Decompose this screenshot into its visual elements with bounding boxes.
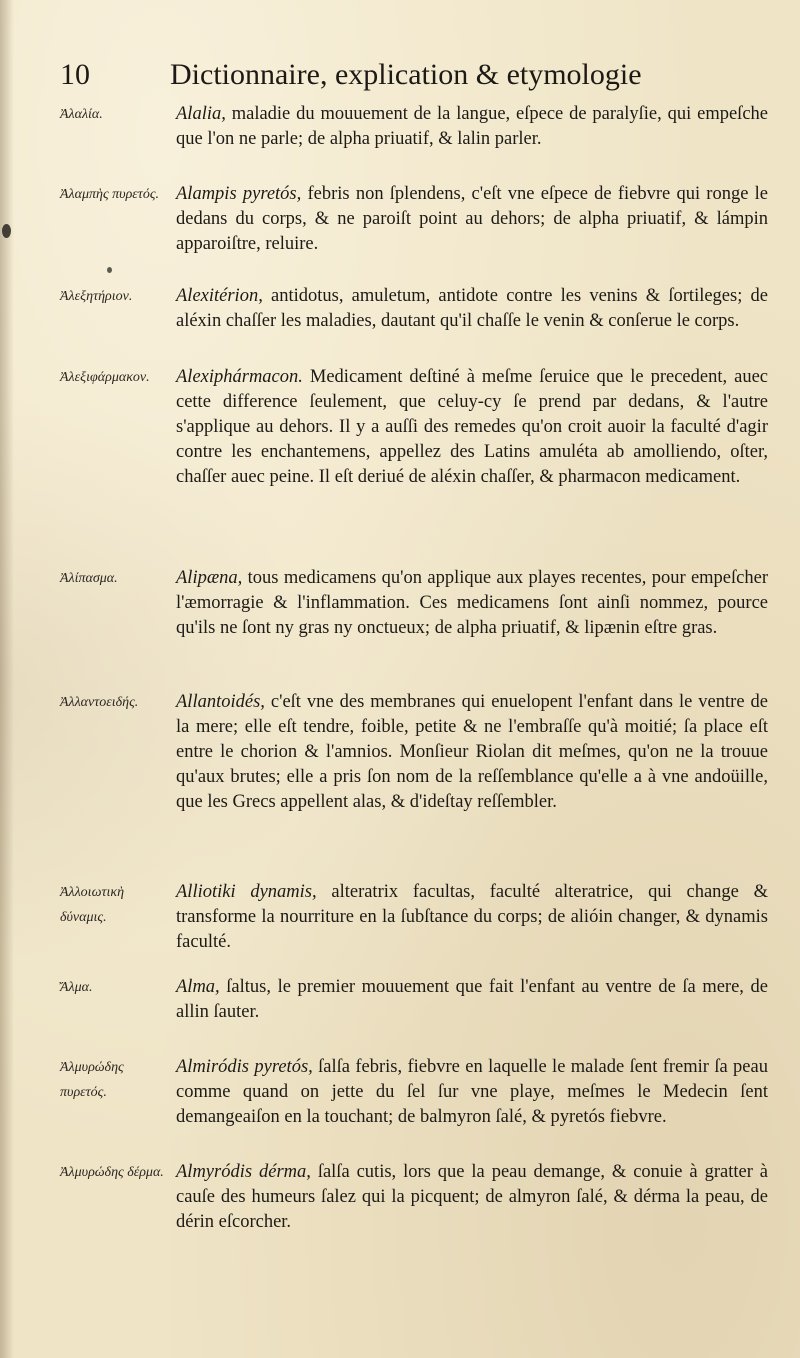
greek-term: Ἀλλαντοειδής. xyxy=(60,695,139,710)
entry-text xyxy=(176,284,768,334)
headword: Alma, xyxy=(176,977,220,997)
definition: tous medicamens qu'on applique aux playes recentes, pour empeſcher l'æmorragie & l'inflammation. Ces medicamens ſont ainſi nommez, pource qu'ils ne ſont ny gras ny onctueux; de alpha priuatif, & lipænin eſtre gras. xyxy=(176,568,768,638)
entry-text xyxy=(176,365,768,490)
entry-text xyxy=(176,1055,768,1130)
page-header xyxy=(60,58,760,98)
definition: ſaltus, le premier mouuement que fait l'enfant au ventre de ſa mere, de allin ſauter. xyxy=(176,977,768,1022)
running-title: Dictionnaire, explication & etymologie xyxy=(170,58,642,91)
gutter-shadow xyxy=(0,0,14,1358)
entry-text xyxy=(176,880,768,955)
ink-blot xyxy=(107,267,112,273)
definition: Medicament deſtiné à meſme ſeruice que le precedent, auec cette difference ſeulement, que celuy-cy ſe prend par dedans, & l'autre s'applique au dehors. Il y a auſſi des remedes qu'on croit auoir la faculté d'agir contre les enchantemens, appellez des Latins amuléta ab amolliendo, oſter, chaſſer auec peine. Il eſt deriué de aléxin chaſſer, & pharmacon medicament. xyxy=(176,367,768,487)
page-number: 10 xyxy=(60,58,90,91)
definition: c'eſt vne des membranes qui enuelopent l'enfant dans le ventre de la mere; elle eſt tendre, foible, petite & ne l'embraſſe qu'à moitié; ſa place eſt entre le chorion & l'amnios. Monſieur Riolan dit meſmes, qu'on ne la trouue qu'aux brutes; elle a pris ſon nom de la reſſemblance qu'elle a à vne andoüille, que les Grecs appellent alas, & d'ideſtay reſſembler. xyxy=(176,692,768,812)
headword: Allantoidés, xyxy=(176,692,265,712)
greek-term: Ἀλεξιφάρμακον. xyxy=(60,370,150,385)
entry-text xyxy=(176,690,768,815)
entry-text xyxy=(176,182,768,257)
entry-text xyxy=(176,102,768,152)
headword: Almiródis pyretós, xyxy=(176,1057,313,1077)
greek-term: Ἀλαμπὴς πυρετός. xyxy=(60,187,159,202)
headword: Alipæna, xyxy=(176,568,243,588)
ink-blot xyxy=(2,224,11,238)
headword: Almyródis dérma, xyxy=(176,1162,311,1182)
entry-text xyxy=(176,975,768,1025)
greek-term: Ἄλμα. xyxy=(60,980,93,995)
headword: Alampis pyretós, xyxy=(176,184,302,204)
greek-term: Ἀλεξητήριον. xyxy=(60,289,133,304)
greek-term: Ἀλίπασμα. xyxy=(60,571,118,586)
greek-term: Ἀλμυρώδης δέρμα. xyxy=(60,1165,164,1180)
definition: alteratrix facultas, faculté alteratrice, qui change & transforme la nourriture en la ſubſtance du corps; de alióin changer, & dynamis faculté. xyxy=(176,882,768,952)
headword: Alexiphármacon. xyxy=(176,367,303,387)
entry-text xyxy=(176,1160,768,1235)
greek-term: Ἀλαλία. xyxy=(60,107,103,122)
headword: Alliotiki dynamis, xyxy=(176,882,317,902)
definition: maladie du mouuement de la langue, eſpece de paralyſie, qui empeſche que l'on ne parle; de alpha priuatif, & lalin parler. xyxy=(176,104,768,149)
headword: Alalia, xyxy=(176,104,226,124)
definition: antidotus, amuletum, antidote contre les venins & ſortileges; de aléxin chaſſer les maladies, dautant qu'il chaſſe le venin & conſerue le corps. xyxy=(176,286,768,331)
headword: Alexitérion, xyxy=(176,286,263,306)
greek-term: Ἀλλοιωτικὴ δύναμις. xyxy=(60,885,125,925)
definition: febris non ſplendens, c'eſt vne eſpece de fiebvre qui ronge le dedans du corps, & ne paroiſt point au dehors; de alpha priuatif, & lámpin apparoiſtre, reluire. xyxy=(176,184,768,254)
definition: ſalſa cutis, lors que la peau demange, & conuie à gratter à cauſe des humeurs ſalez qui la picquent; de almyron ſalé, & dérma la peau, de dérin eſcorcher. xyxy=(176,1162,768,1232)
definition: ſalſa febris, fiebvre en laquelle le malade ſent fremir ſa peau comme quand on jette du ſel ſur vne playe, meſmes le Medecin ſent demangeaiſon en la touchant; de balmyron ſalé, & pyretós fiebvre. xyxy=(176,1057,768,1127)
entry-text xyxy=(176,566,768,641)
greek-term: Ἀλμυρώδης πυρετός. xyxy=(60,1060,124,1100)
